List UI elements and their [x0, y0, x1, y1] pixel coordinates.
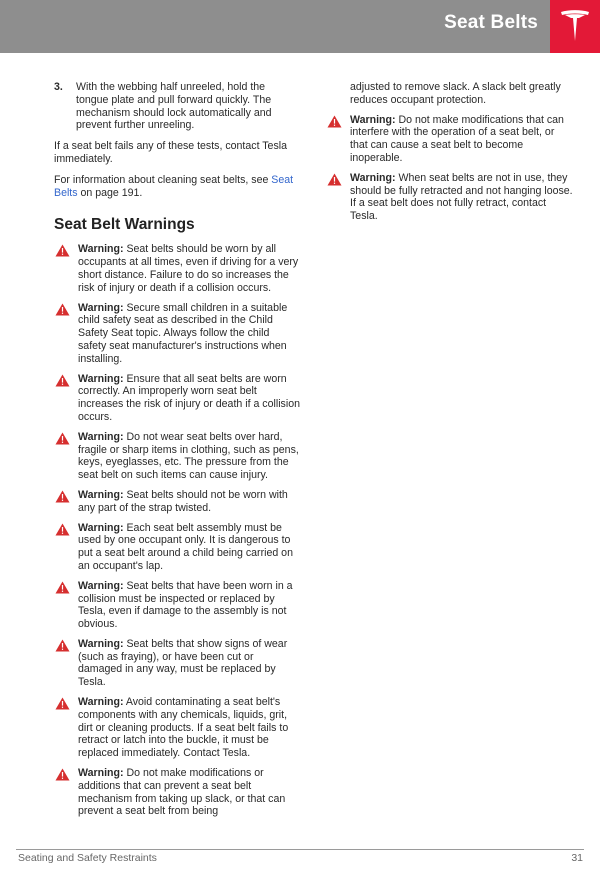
- warning-triangle-icon: [327, 173, 342, 186]
- warning-item: [54, 489, 300, 515]
- warning-label: Warning:: [78, 243, 124, 256]
- warning-label: Warning:: [78, 579, 124, 592]
- warning-item: [54, 522, 300, 573]
- step-number: 3.: [54, 81, 63, 93]
- warning-label: Warning:: [78, 521, 124, 534]
- section-title: Seat Belt Warnings: [54, 216, 195, 234]
- warning-label: Warning:: [78, 696, 124, 709]
- warning-text: Ensure that all seat belts are worn correctly. An improperly worn seat belt increases the risk of injury or death if a collision occurs.: [78, 372, 300, 423]
- warning-item: [326, 172, 574, 223]
- warning-text: Seat belts should not be worn with any part of the strap twisted.: [78, 488, 288, 514]
- warning-label: Warning:: [78, 372, 124, 385]
- warning-label: Warning:: [78, 767, 124, 780]
- warning-triangle-icon: [55, 490, 70, 503]
- warning-text: Seat belts that have been worn in a collision must be inspected or replaced by Tesla, even if damage to the assembly is not obvious.: [78, 579, 293, 631]
- warning-triangle-icon: [55, 768, 70, 781]
- warning-text: Do not make modifications or additions that can prevent a seat belt mechanism from taking up slack, or that can prevent a seat belt from being: [78, 767, 286, 818]
- warning-triangle-icon: [55, 303, 70, 316]
- warning-item: [54, 243, 300, 294]
- warning-item: [54, 302, 300, 366]
- warning-item: [54, 431, 300, 482]
- tesla-logo-icon: [559, 9, 591, 43]
- warning-triangle-icon: [55, 523, 70, 536]
- warning-item: [54, 580, 300, 631]
- warning-label: Warning:: [78, 488, 124, 501]
- warning-triangle-icon: [327, 115, 342, 128]
- warning-label: Warning:: [78, 637, 124, 650]
- header-title: Seat Belts: [444, 12, 538, 33]
- warning-item: [54, 638, 300, 689]
- step-text: With the webbing half unreeled, hold the tongue plate and pull forward quickly. The mechanism should lock automatically and prevent further unreeling.: [76, 81, 272, 132]
- paragraph-fail-tests: If a seat belt fails any of these tests, contact Tesla immediately.: [54, 140, 287, 165]
- warning-triangle-icon: [55, 697, 70, 710]
- page-header: [0, 0, 600, 53]
- warning-text: Do not wear seat belts over hard, fragile or sharp items in clothing, such as pens, keys, eyeglasses, etc. The pressure from the seat belt on such items can cause injury.: [78, 430, 299, 482]
- warning-item: [54, 373, 300, 424]
- footer-section: Seating and Safety Restraints: [18, 852, 157, 864]
- paragraph-cleaning: [54, 174, 300, 200]
- warning-label: Warning:: [350, 113, 396, 126]
- warning-label: Warning:: [78, 430, 124, 443]
- footer-divider: [16, 849, 584, 850]
- page-number: 31: [571, 852, 583, 864]
- cleaning-text-pre: For information about cleaning seat belts, see: [54, 173, 272, 186]
- warning-text: Seat belts that show signs of wear (such as fraying), or have been cut or damaged in any way, must be replaced by Tesla.: [78, 637, 288, 689]
- warning-item: [54, 767, 300, 818]
- warning-text: Avoid contaminating a seat belt's components with any chemicals, liquids, grit, dirt or cleaning products. If a seat belt fails to retract or latch into the buckle, it must be replaced immediately. Contact Tesla.: [78, 696, 289, 760]
- seat-belts-link[interactable]: Seat Belts: [54, 173, 294, 199]
- warning-text: Each seat belt assembly must be used by one occupant only. It is dangerous to put a seat belt around a child being carried on an occupant's lap.: [78, 521, 293, 572]
- warning-label: Warning:: [78, 301, 124, 314]
- warning-continuation: adjusted to remove slack. A slack belt greatly reduces occupant protection.: [350, 81, 561, 106]
- cleaning-text-post: on page 191.: [77, 186, 143, 199]
- logo-box: [550, 0, 600, 53]
- warning-text: Secure small children in a suitable child safety seat as described in the Child Safety Seat topic. Always follow the child safety seat manufacturer's instructions when installing.: [78, 301, 288, 365]
- warning-triangle-icon: [55, 374, 70, 387]
- left-column: [54, 81, 300, 825]
- warning-item: [54, 696, 300, 760]
- warning-text: Seat belts should be worn by all occupants at all times, even if driving for a very short distance. Failure to do so increases the risk of injury or death if a collision occurs.: [78, 243, 299, 294]
- warning-label: Warning:: [350, 171, 396, 184]
- warning-triangle-icon: [55, 432, 70, 445]
- step-item: [54, 81, 300, 132]
- warning-text: When seat belts are not in use, they should be fully retracted and not hanging loose. If a seat belt does not fully retract, contact Tesla.: [350, 171, 573, 223]
- warning-triangle-icon: [55, 639, 70, 652]
- warning-item: [326, 114, 574, 165]
- warning-triangle-icon: [55, 581, 70, 594]
- warning-triangle-icon: [55, 244, 70, 257]
- warning-text: Do not make modifications that can interfere with the operation of a seat belt, or that can cause a seat belt to become inoperable.: [350, 113, 564, 164]
- right-column: [326, 81, 574, 230]
